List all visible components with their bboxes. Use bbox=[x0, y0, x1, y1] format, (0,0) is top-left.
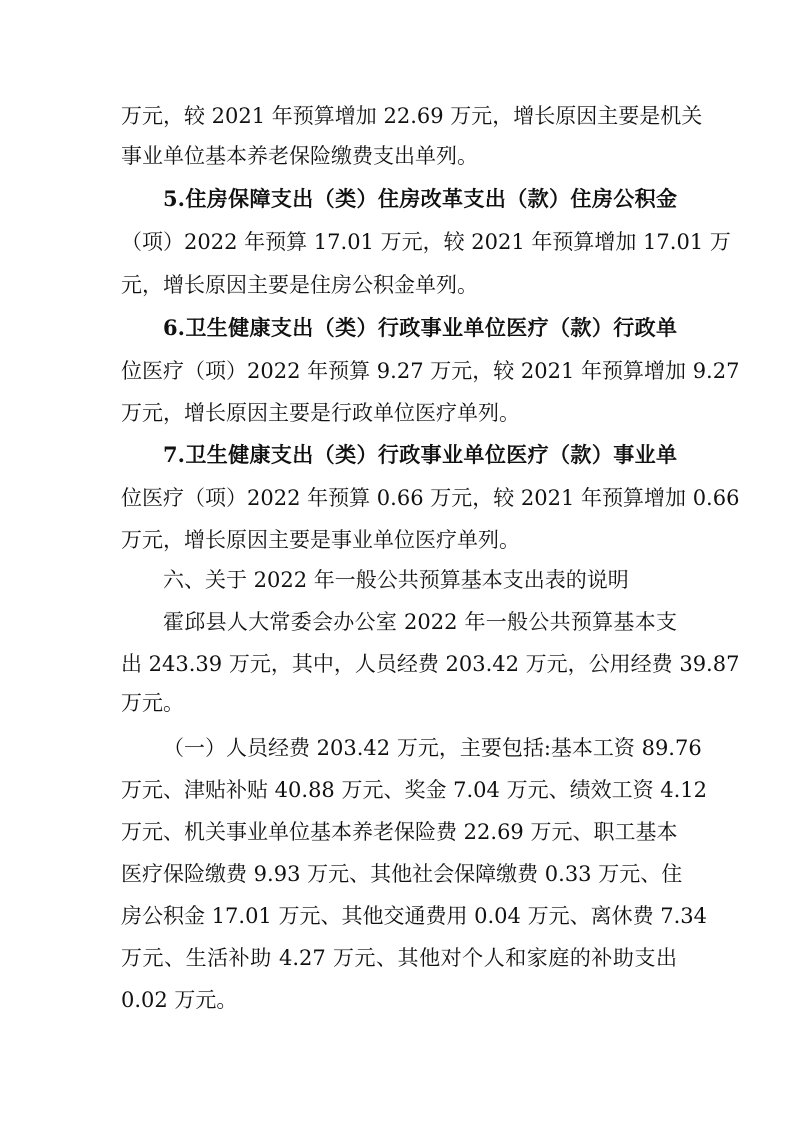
body-text-line: 万元，较 2021 年预算增加 22.69 万元，增长原因主要是机关 bbox=[121, 104, 703, 128]
body-text-line: 万元、生活补助 4.27 万元、其他对个人和家庭的补助支出 bbox=[121, 946, 677, 970]
body-text-line: 位医疗（项）2022 年预算 9.27 万元，较 2021 年预算增加 9.27 bbox=[121, 359, 740, 383]
body-text-line: 万元，增长原因主要是行政单位医疗单列。 bbox=[121, 401, 520, 425]
item-heading-line: 5.住房保障支出（类）住房改革支出（款）住房公积金 bbox=[163, 186, 677, 211]
body-text-line: 万元。 bbox=[121, 691, 184, 715]
section-heading: 六、关于 2022 年一般公共预算基本支出表的说明 bbox=[163, 568, 629, 592]
body-text-line: 事业单位基本养老保险缴费支出单列。 bbox=[121, 144, 478, 168]
body-text-line: 0.02 万元。 bbox=[121, 988, 238, 1012]
body-text-line: 霍邱县人大常委会办公室 2022 年一般公共预算基本支 bbox=[163, 610, 677, 634]
body-text-line: 位医疗（项）2022 年预算 0.66 万元，较 2021 年预算增加 0.66 bbox=[121, 486, 740, 510]
body-text-line: 出 243.39 万元，其中，人员经费 203.42 万元，公用经费 39.87 bbox=[121, 652, 740, 676]
item-heading-line: 7.卫生健康支出（类）行政事业单位医疗（款）事业单 bbox=[163, 442, 677, 467]
body-text-line: 万元、机关事业单位基本养老保险费 22.69 万元、职工基本 bbox=[121, 820, 678, 844]
item-heading-line: 6.卫生健康支出（类）行政事业单位医疗（款）行政单 bbox=[163, 315, 677, 340]
body-text-line: 元，增长原因主要是住房公积金单列。 bbox=[121, 273, 478, 297]
body-text-line: 医疗保险缴费 9.93 万元、其他社会保障缴费 0.33 万元、住 bbox=[121, 862, 683, 886]
body-text-line: （项）2022 年预算 17.01 万元，较 2021 年预算增加 17.01 万 bbox=[121, 230, 731, 254]
body-text-line: 万元，增长原因主要是事业单位医疗单列。 bbox=[121, 528, 520, 552]
body-text-line: （一）人员经费 203.42 万元，主要包括:基本工资 89.76 bbox=[163, 736, 702, 760]
body-text-line: 房公积金 17.01 万元、其他交通费用 0.04 万元、离休费 7.34 bbox=[121, 904, 708, 928]
body-text-line: 万元、津贴补贴 40.88 万元、奖金 7.04 万元、绩效工资 4.12 bbox=[121, 778, 708, 802]
